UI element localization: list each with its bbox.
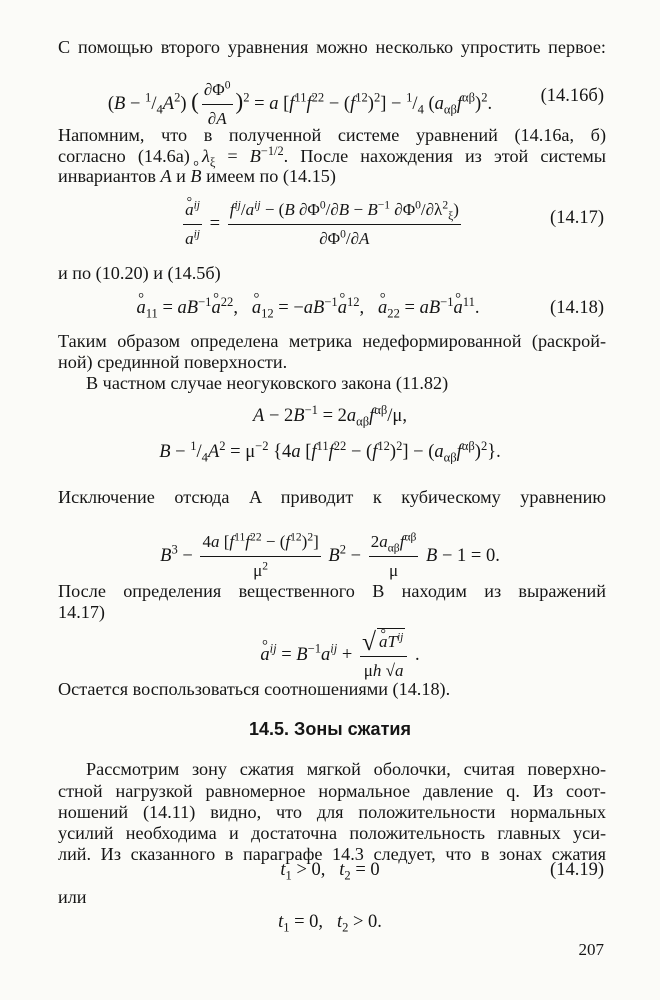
equation-neo-hookean-2: $B - ^1/_4A^2 = \mu^{-2}$ {4a $[f^{11}f^{22} - (f^{12})^2] - (a_{\alpha\beta}f^{\alpha\beta})^2$}. [159, 438, 501, 465]
paragraph-line: усилий необходима и достаточна положительность главных уси- [58, 823, 606, 843]
equation-14-19: $t_1 > 0$, $t_2 = 0$ [280, 860, 380, 883]
paragraph-line: С помощью второго уравнения можно несколько упростить первое: [58, 37, 606, 57]
section-heading: 14.5. Зоны сжатия [249, 719, 411, 739]
page-number: 207 [578, 940, 604, 959]
paragraph-line: и по (10.20) и (14.5б) [58, 263, 221, 283]
paragraph-line: инвариантов A и ° B имеем по (14.15) [58, 165, 606, 187]
paragraph-line: или [58, 887, 87, 907]
paragraph-line: В частном случае неогуковского закона (11.82) [86, 373, 449, 393]
paragraph-line: Таким образом определена метрика недеформированной (раскрой- [58, 331, 606, 351]
equation-cubic: $B^3$ − $\frac{4a [f^{11}f^{22} - (f^{12})^2]}{\mu^2}$ $B^2$ − $\frac{2a_{\alpha\beta}f^{\alpha\beta}}{\mu}$ B − 1 = 0. [0, 530, 660, 583]
equation-14-16b: $(B - ^1/_4A^2)$ ( $\frac{\partial\Phi^0}{\partial A}$ )$^2$ = a $[f^{11}f^{22} - (f^{12})^2] - ^1/_4$ $(a_{\alpha\beta}f^{\alpha\beta})^2$. [0, 78, 630, 131]
equation-number: (14.16б) [540, 86, 604, 106]
equation-neo-hookean-1: $A - 2B^{-1} = 2a_{\alpha\beta}f^{\alpha\beta}/\mu$, [253, 402, 407, 429]
paragraph-line: Остается воспользоваться соотношениями (14.18). [58, 679, 451, 699]
equation-number: (14.19) [550, 860, 604, 880]
paragraph-line: Напомним, что в полученной системе уравнений (14.16а, б) [58, 125, 606, 145]
paragraph-line: Исключение отсюда A приводит к кубическому уравнению [58, 487, 606, 507]
paragraph-line: ношений (14.11) видно, что для положительности нормальных [58, 802, 606, 822]
paragraph-line: Рассмотрим зону сжатия мягкой оболочки, считая поверхно- [86, 759, 606, 779]
equation-metric: ° $a^{ij} = B^{-1}a^{ij}$ + $\frac{√^\circ aT^{ij}}{\mu h √a}$ . [10, 628, 660, 683]
equation-14-17: ° $\frac{a^{ij}}{a^{ij}}$ = $\frac{f^{ij}/a^{ij} - (B \partial\Phi^0/\partial B - B^{-1} \partial\Phi^0/\partial\lambda^2_\xi)}{\partial\Phi^0/\partial A}$ [0, 198, 652, 251]
paragraph-line: ной) срединной поверхности. [58, 352, 288, 372]
equation-14-18: ° $a_{11} = aB^{-1}^\circ$ $a^{22}$, ° $a_{12} = -aB^{-1}^\circ$ $a^{12}$, ° $a_{22} = aB^{-1}^\circ$ $a^{11}$. [0, 296, 638, 320]
paragraph-line: согласно (14.6а) $\lambda_\xi = B^{-1/2}$. После нахождения из этой системы [58, 143, 606, 170]
equation-number: (14.17) [550, 208, 604, 228]
paragraph-line: После определения вещественного B находим из выражений [58, 581, 606, 601]
paragraph-line: лий. Из сказанного в параграфе 14.3 следует, что в зонах сжатия [58, 844, 606, 864]
text-fragment: инвариантов [58, 166, 161, 186]
text-fragment: имеем по (14.15) [201, 166, 336, 186]
paragraph-line: стной нагрузкой равномерное нормальное давление q. Из соот- [58, 781, 606, 801]
paragraph-line: 14.17) [58, 602, 105, 622]
text-fragment: . После нахождения из этой системы [283, 146, 606, 166]
text-fragment: согласно (14.6а) [58, 146, 202, 166]
equation-alternative: $t_1 = 0$, $t_2 > 0$. [278, 912, 382, 935]
equation-number: (14.18) [550, 298, 604, 318]
